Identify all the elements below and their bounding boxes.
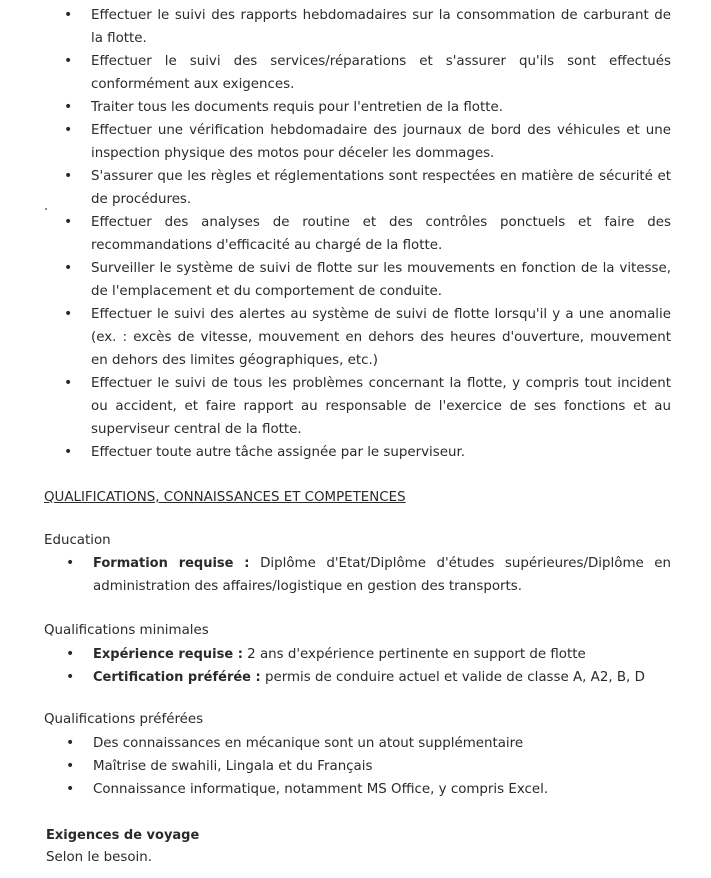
minimal-qualifications-heading: Qualifications minimales xyxy=(44,623,209,638)
preferred-qualifications-heading: Qualifications préférées xyxy=(44,712,204,727)
duty-text: Traiter tous les documents requis pour l'entretien de la flotte. xyxy=(91,100,503,115)
experience-text: 2 ans d'expérience pertinente en support de flotte xyxy=(247,647,586,662)
preferred-item-text: Connaissance informatique, notamment MS Office, y compris Excel. xyxy=(93,782,549,797)
minimal-qualifications-list xyxy=(0,643,711,689)
bullet-icon: • xyxy=(64,214,73,230)
bullet-icon: • xyxy=(64,306,73,322)
duties-list xyxy=(0,4,711,464)
education-label: Formation requise : xyxy=(93,556,250,571)
duty-text: Surveiller le système de suivi de flotte sur les mouvements en fonction de la vitesse, de l'emplacement et du comportement de conduite. xyxy=(91,261,671,299)
education-text: Diplôme d'Etat/Diplôme d'études supérieures/Diplôme en administration des affaires/logistique en gestion des transports. xyxy=(93,556,671,594)
list-item xyxy=(0,96,711,119)
bullet-icon: • xyxy=(64,444,73,460)
bullet-icon: • xyxy=(66,758,75,774)
duty-text: Effectuer le suivi des alertes au système de suivi de flotte lorsqu'il y a une anomalie (ex. : excès de vitesse, mouvement en dehors des heures d'ouverture, mouvement en dehors des limites géographiques, etc.) xyxy=(91,307,671,368)
list-item xyxy=(0,666,711,689)
duty-text: S'assurer que les règles et réglementations sont respectées en matière de sécurité et de procédures. xyxy=(91,169,671,207)
certification-label: Certification préférée : xyxy=(93,670,261,685)
list-item xyxy=(0,643,711,666)
duty-text: Effectuer le suivi des services/réparations et s'assurer qu'ils sont effectués conformément aux exigences. xyxy=(91,54,671,92)
education-heading: Education xyxy=(44,533,111,548)
bullet-icon: • xyxy=(64,260,73,276)
bullet-icon: • xyxy=(66,669,75,685)
list-item xyxy=(0,50,711,96)
bullet-icon: • xyxy=(64,53,73,69)
duty-text: Effectuer des analyses de routine et des contrôles ponctuels et faire des recommandations d'efficacité au chargé de la flotte. xyxy=(91,215,671,253)
education-list xyxy=(0,552,711,598)
list-item xyxy=(0,552,711,598)
duty-text: Effectuer toute autre tâche assignée par le superviseur. xyxy=(91,445,466,460)
bullet-icon: • xyxy=(64,7,73,23)
bullet-icon: • xyxy=(64,99,73,115)
list-item xyxy=(0,303,711,372)
list-item xyxy=(0,257,711,303)
bullet-icon: • xyxy=(66,646,75,662)
duty-text: Effectuer le suivi des rapports hebdomadaires sur la consommation de carburant de la flotte. xyxy=(91,8,671,46)
list-item xyxy=(0,732,711,755)
bullet-icon: • xyxy=(64,375,73,391)
bullet-icon: • xyxy=(66,555,75,571)
list-item xyxy=(0,755,711,778)
list-item xyxy=(0,119,711,165)
bullet-icon: • xyxy=(66,735,75,751)
list-item xyxy=(0,778,711,801)
duty-text: Effectuer une vérification hebdomadaire des journaux de bord des véhicules et une inspection physique des motos pour déceler les dommages. xyxy=(91,123,671,161)
list-item xyxy=(0,372,711,441)
bullet-icon: • xyxy=(64,168,73,184)
certification-text: permis de conduire actuel et valide de classe A, A2, B, D xyxy=(264,670,645,685)
experience-label: Expérience requise : xyxy=(93,647,243,662)
list-item xyxy=(0,4,711,50)
qualifications-heading: QUALIFICATIONS, CONNAISSANCES ET COMPETENCES xyxy=(44,490,406,505)
preferred-item-text: Des connaissances en mécanique sont un atout supplémentaire xyxy=(93,736,524,751)
list-item xyxy=(0,211,711,257)
preferred-item-text: Maîtrise de swahili, Lingala et du Français xyxy=(93,759,373,774)
preferred-qualifications-list xyxy=(0,732,711,801)
bullet-icon: • xyxy=(64,122,73,138)
travel-text: Selon le besoin. xyxy=(46,850,152,865)
travel-heading: Exigences de voyage xyxy=(46,828,200,843)
list-item xyxy=(0,165,711,211)
list-item xyxy=(0,441,711,464)
bullet-icon: • xyxy=(66,781,75,797)
duty-text: Effectuer le suivi de tous les problèmes concernant la flotte, y compris tout incident ou accident, et faire rapport au responsable de l'exercice de ses fonctions et au superviseur central de la flotte. xyxy=(91,376,671,437)
